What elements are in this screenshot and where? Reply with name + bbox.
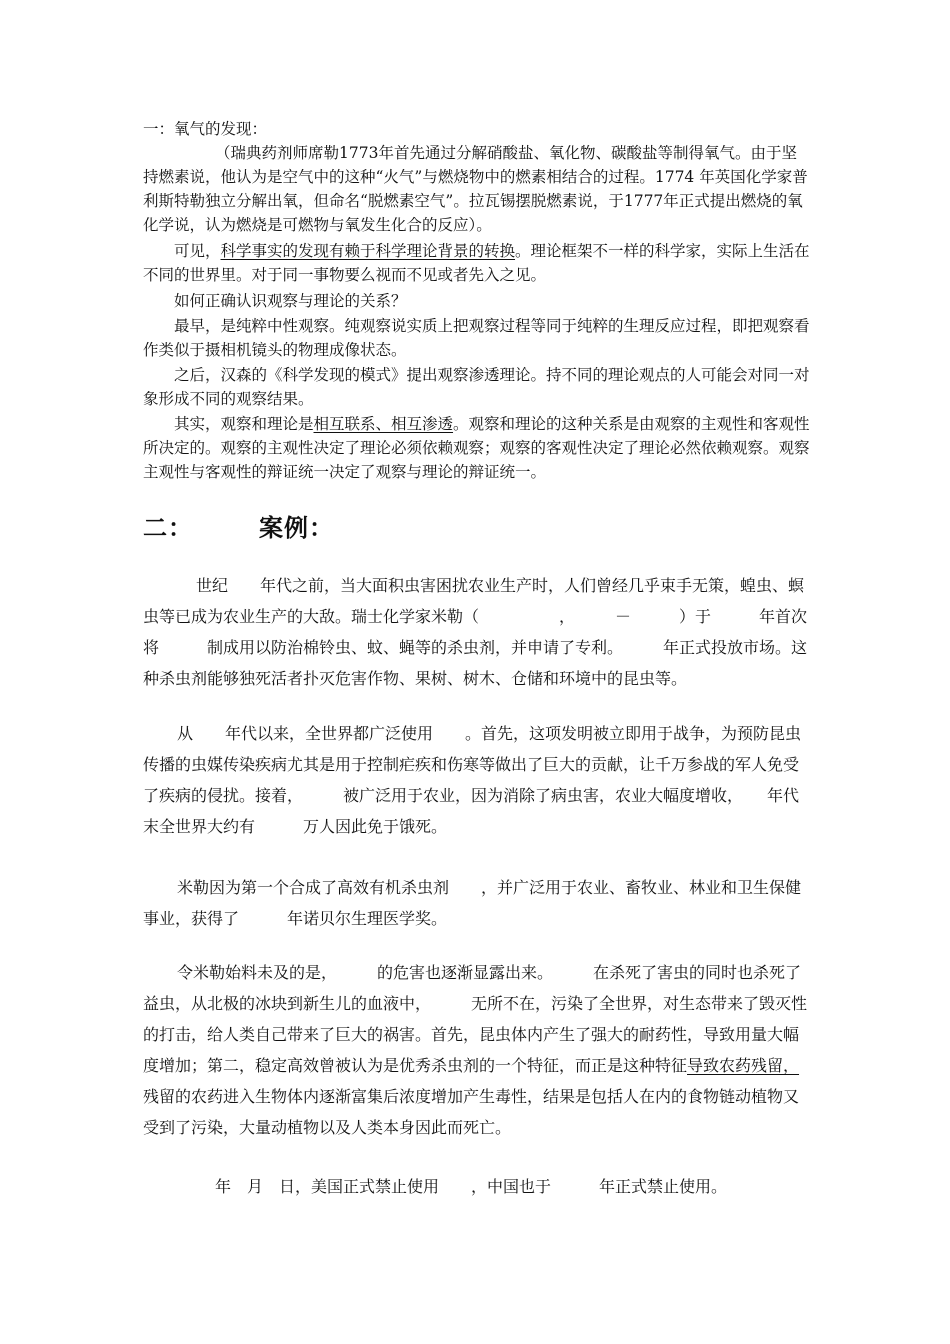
- text-segment: 。观察和理论的这种关系是由观察的主观性和客观性所决定的。观察的主观性决定了理论必须依赖观察；观察的客观性决定了理论必然依赖观察。观察主观性与客观性的辩证统一决定了观察与理论的辩证统一。: [143, 415, 810, 481]
- paragraph-question: 如何正确认识观察与理论的关系？: [174, 292, 407, 310]
- heading-title: 案例：: [259, 514, 334, 542]
- paragraph-ddt-harm: [143, 957, 811, 1143]
- paragraph-nobel-prize: 米勒因为第一个合成了高效有机杀虫剂 ，并广泛用于农业、畜牧业、林业和卫生保健事业，获得了 年诺贝尔生理医学奖。: [143, 878, 802, 928]
- paragraph-ddt-invention: 世纪 年代之前，当大面积虫害困扰农业生产时，人们曾经几乎束手无策，蝗虫、螟虫等已成为农业生产的大敌。瑞士化学家米勒（ ， － ）于 年首次将 制成用以防治棉铃虫、蚊、蝇等的杀虫剂，并申请了专利。 年正式投放市场。这种杀虫剂能够独死活者扑灭危害作物、果树、树木、仓储和环境中的昆虫等。: [143, 576, 808, 688]
- section-heading-case: [143, 508, 334, 543]
- paragraph-oxygen-history: （瑞典药剂师席勒1773年首先通过分解硝酸盐、氧化物、碳酸盐等制得氧气。由于坚持燃素说，他认为是空气中的这种“火气”与燃烧物中的燃素相结合的过程。1774 年英国化学家普利斯特勒独立分解出氧，但命名“脱燃素空气”。拉瓦锡摆脱燃素说，于1777年正式提出燃烧的氧化学说，认为燃烧是可燃物与氧发生化合的反应）。: [143, 144, 808, 234]
- underlined-key-point: 导致农药残留，: [687, 1056, 800, 1075]
- heading-number: 二：: [143, 514, 193, 542]
- paragraph-neutral-observation: 最早，是纯粹中性观察。纯观察说实质上把观察过程等同于纯粹的生理反应过程，即把观察看作类似于摄相机镜头的物理成像状态。: [143, 317, 810, 359]
- paragraph-conclusion: [143, 239, 811, 287]
- paragraph-ddt-ban: 年 月 日，美国正式禁止使用 ，中国也于 年正式禁止使用。: [215, 1177, 728, 1196]
- text-segment: 可见，: [174, 242, 221, 260]
- text-segment: 。理论框架不一样的科学家，实际上生活在不同的世界里。对于同一事物要么视而不见或者先入之见。: [143, 242, 810, 284]
- text-segment: 其实，观察和理论是: [174, 415, 314, 433]
- underlined-key-point: 相互联系、相互渗透: [313, 415, 454, 433]
- text-segment: 残留的农药进入生物体内逐渐富集后浓度增加产生毒性，结果是包括人在内的食物链动植物又受到了污染，大量动植物以及人类本身因此而死亡。: [143, 1087, 800, 1137]
- paragraph-ddt-usage: 从 年代以来，全世界都广泛使用 。首先，这项发明被立即用于战争，为预防昆虫传播的虫媒传染疾病尤其是用于控制疟疾和伤寒等做出了巨大的贡献，让千万参战的军人免受了疾病的侵扰。接着， 被广泛用于农业，因为消除了病虫害，农业大幅度增收， 年代末全世界大约有 万人因此免于饿死。: [143, 724, 802, 836]
- paragraph-relation: [143, 412, 811, 484]
- paragraph-hanson-theory: 之后，汉森的《科学发现的模式》提出观察渗透理论。持不同的理论观点的人可能会对同一对象形成不同的观察结果。: [143, 366, 810, 408]
- underlined-key-point: 科学事实的发现有赖于科学理论背景的转换: [220, 242, 516, 260]
- section-heading-oxygen: 一：氧气的发现：: [143, 120, 268, 138]
- text-segment: 令米勒始料未及的是， 的危害也逐渐显露出来。 在杀死了害虫的同时也杀死了益虫，从北极的冰块到新生儿的血液中， 无所不在，污染了全世界，对生态带来了毁灭性的打击，给人类自己带来了巨大的祸害。首先，昆虫体内产生了强大的耐药性，导致用量大幅度增加；第二，稳定高效曾被认为是优秀杀虫剂的一个特征，而正是这种特征: [143, 963, 808, 1075]
